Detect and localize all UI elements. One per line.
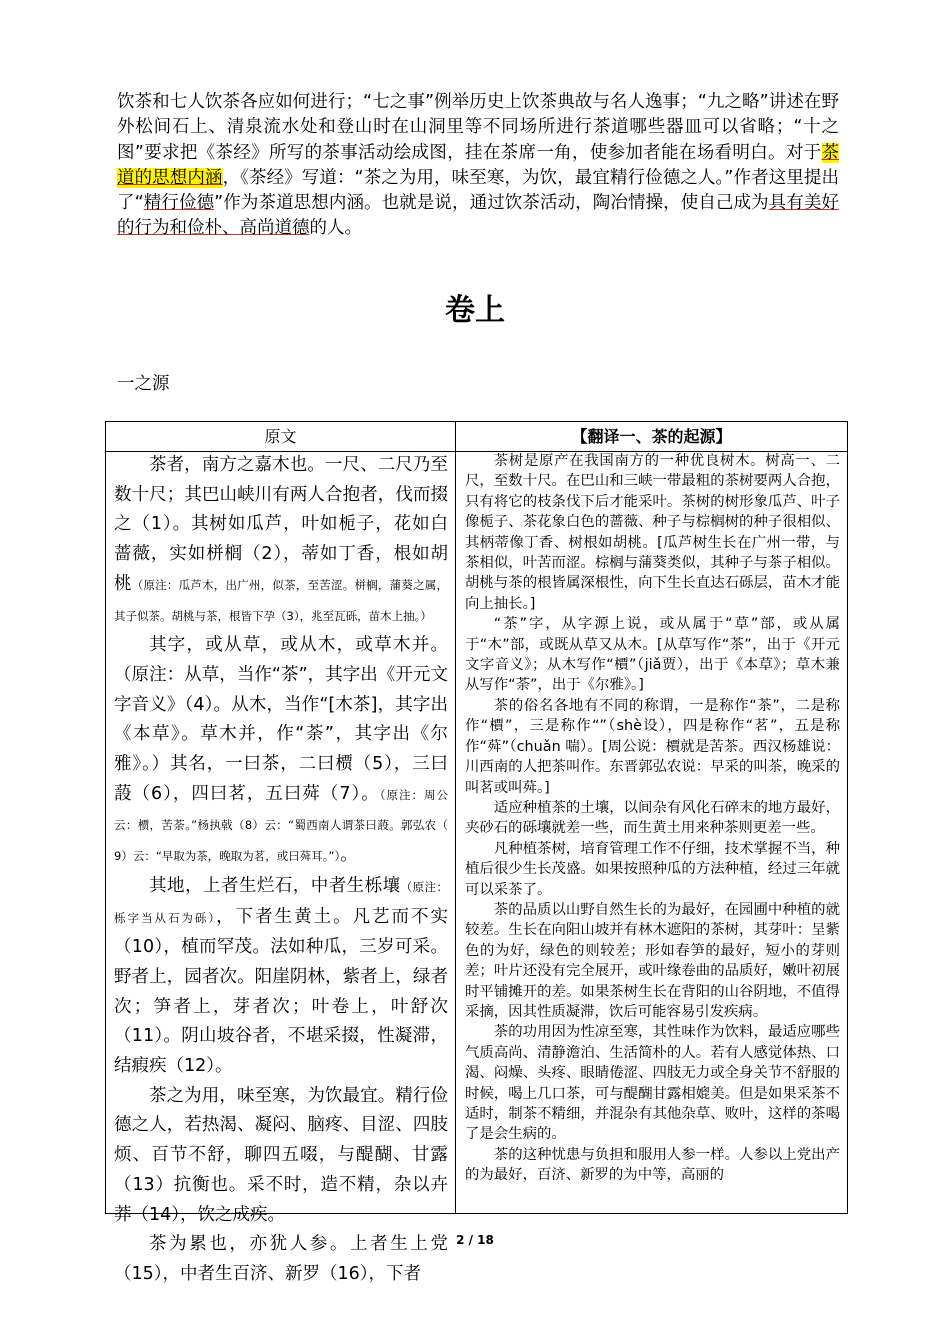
page-number: 2 / 18 [456, 1233, 494, 1247]
original-paragraph: 其字，或从草，或从木，或草木并。（原注：从草，当作“茶”，其字出《开元文字音义》（4）。从木，当作“[木茶]，其字出《本草》。草木并，作“荼”，其字出《尔雅》。）其名，一曰茶，二曰槚（5），三曰蔎（6），四曰茗，五曰荈（7）。（原注：周公云：槚，苦荼。”杨执戟（8）云：“蜀西南人谓茶曰蔎。郭弘农（ 9）云：“早取为茶，晚取为茗，或曰荈耳。”）。 [114, 635, 448, 866]
column-divider [455, 422, 456, 1213]
table-header [106, 422, 847, 452]
original-note: （原注：周公云：槚，苦荼。”杨执戟（8）云：“蜀西南人谓茶曰蔎。郭弘农（ 9）云：“早取为茶，晚取为茗，或曰荈耳。”） [114, 787, 448, 864]
header-original: 原文 [264, 427, 297, 446]
translation-paragraph: 茶的功用因为性凉至寒，其性味作为饮料，最适应哪些气质高尚、清静澹泊、生活简朴的人。若有人感觉体热、口渴、闷燥、头疼、眼睛倦涩、四肢无力或全身关节不舒服的时候，喝上几口茶，可与醍醐甘露相媲美。但是如果采茶不适时，制茶不精细，并混杂有其他杂草、败叶，这样的茶喝了是会生病的。 [465, 1024, 840, 1143]
translation-paragraph: 茶树是原产在我国南方的一种优良树木。树高一、二尺，至数十尺。在巴山和三峡一带最粗的茶树要两人合抱，只有将它的枝条伐下后才能采叶。茶树的树形象瓜芦、叶子像栀子、茶花象白色的蔷薇、种子与棕榈树的种子很相似、其柄蒂像丁香、树根如胡桃。[瓜芦树生长在广州一带，与茶相似，叶苦而涩。棕榈与蒲葵类似，其种子与茶子相似。胡桃与茶的根皆属深根性，向下生长直达石砾层，苗木才能向上抽长。] [465, 453, 840, 612]
translation-paragraph: 茶的俗名各地有不同的称谓，一是称作“茶”，二是称作“檟”，三是称作“”（shè设），四是称作“茗”，五是称作“荈”（chuǎn 喘）。[周公说：檟就是苦茶。西汉杨雄说：川西南的人把茶叫作。东晋郭弘农说：早采的叫茶，晚采的叫茗或叫荈。] [465, 697, 840, 796]
original-note: （原注：瓜芦木，出广州，似茶，至苦涩。栟榈，蒲葵之属，其子似茶。胡桃与茶，根皆下孕（3），兆至瓦砾，苗木上抽。） [114, 577, 449, 623]
translation-paragraph: 适应种植茶的土壤，以间杂有风化石碎末的地方最好，夹砂石的砾壤就差一些，而生黄土用来种茶则更差一些。 [465, 799, 840, 837]
intro-text-a: 饮茶和七人饮茶各应如何进行；“七之事”例举历史上饮茶典故与名人逸事；“九之略”讲述在野外松间石上、清泉流水处和登山时在山洞里等不同场所进行茶道哪些器皿可以省略；“十之图”要求把《茶经》所写的茶事活动绘成图，挂在茶席一角，使参加者能在场看明白。对于 [117, 92, 839, 163]
original-note: （原注：栎字当从石为砾） [114, 879, 449, 925]
intro-text-c: ”作为茶道思想内涵。也就是说，通过饮茶活动，陶冶情操，使自己成为 [214, 193, 769, 214]
section-title: 一之源 [117, 374, 170, 394]
volume-title: 卷上 [445, 293, 505, 328]
translation-paragraph: 茶的品质以山野自然生长的为最好，在园圃中种植的就较差。生长在向阳山坡并有林木遮阳的茶树，其芽叶：呈紫色的为好，绿色的则较差；形如春笋的最好，短小的芽则差；叶片还没有完全展开，或叶缘卷曲的品质好，嫩叶初展时平铺摊开的差。如果茶树生长在背阳的山谷阴地，不值得采摘，因其性质凝滞，饮后可能容易引发疾病。 [465, 901, 840, 1020]
original-paragraph: 其地，上者生烂石，中者生栎壤（原注：栎字当从石为砾），下者生黄土。凡艺而不实（10），植而罕茂。法如种瓜，三岁可采。野者上，园者次。阳崖阴林，紫者上，绿者次；笋者上，芽者次；叶卷上，叶舒次（11）。阴山坡谷者，不堪采掇，性凝滞，结瘕疾（12）。 [114, 875, 449, 1077]
original-paragraph: 茶者，南方之嘉木也。一尺、二尺乃至数十尺；其巴山峡川有两人合抱者，伐而掇之（1）。其树如瓜芦，叶如栀子，花如白蔷薇，实如栟榈（2），蒂如丁香，根如胡桃（原注：瓜芦木，出广州，似茶，至苦涩。栟榈，蒲葵之属，其子似茶。胡桃与茶，根皆下孕（3），兆至瓦砾，苗木上抽。） [114, 455, 449, 623]
original-text-column [114, 451, 448, 1290]
intro-text-d: 的人。 [309, 218, 362, 239]
translation-column [465, 451, 840, 1186]
intro-text-b: ，《茶经》写道：“茶之为用，味至寒，为饮，最宜精行俭德之人。”作者这里提出了“ [117, 167, 840, 214]
underlined-phrase-2: 具有美好的行为和俭朴、高尚道德 [117, 193, 839, 239]
translation-paragraph: 茶的这种忧患与负担和服用人参一样。人参以上党出产的为最好，百济、新罗的为中等，高丽的 [465, 1146, 840, 1184]
translation-paragraph: 凡种植茶树，培育管理工作不仔细，技术掌握不当，种植后很少生长茂盛。如果按照种瓜的方法种植，经过三年就可以采茶了。 [465, 840, 840, 898]
translation-paragraph: “茶”字，从字源上说，或从属于“草”部，或从属于“木”部，或既从草又从木。[从草写作“茶”，出于《开元文字音义》；从木写作“檟”（jiǎ贾），出于《本草》；草木兼从写作“荼”，出于《尔雅》。] [465, 616, 840, 694]
highlighted-phrase: 茶道的思想内涵 [117, 142, 839, 188]
original-paragraph: 茶之为用，味至寒，为饮最宜。精行俭德之人，若热渴、凝闷、脑疼、目涩、四肢烦、百节不舒，聊四五啜，与醍醐、甘露（13）抗衡也。采不时，造不精，杂以卉莽（14），饮之成疾。 [114, 1085, 448, 1225]
original-paragraph: 茶为累也，亦犹人参。上者生上党（15），中者生百济、新罗（16），下者 [114, 1234, 448, 1284]
underlined-phrase-1: 精行俭德 [143, 193, 215, 214]
intro-paragraph [117, 90, 839, 242]
header-translation: 【翻译一、茶的起源】 [571, 427, 732, 446]
